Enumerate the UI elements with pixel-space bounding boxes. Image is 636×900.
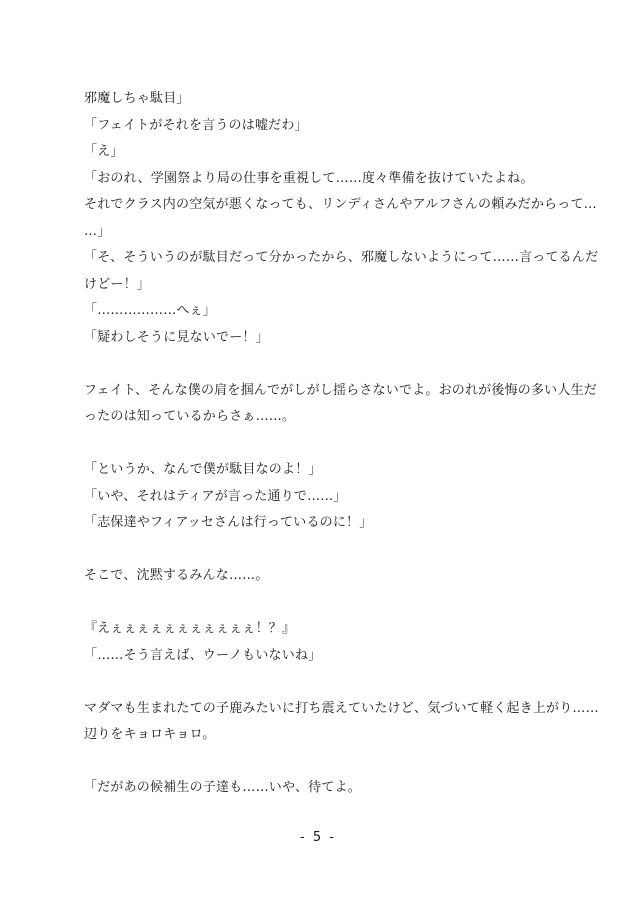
blank-line — [84, 351, 564, 378]
text-line: それでクラス内の空気が悪くなっても、リンディさんやアルフさんの頼みだからって… — [84, 197, 597, 212]
blank-line — [84, 590, 564, 617]
text-line: 「おのれ、学園祭より局の仕事を重視して……度々準備を抜けていたよね。 — [84, 170, 534, 186]
text-line: 「………………へぇ」 — [84, 303, 217, 318]
text-line: …」 — [84, 223, 111, 239]
page-number: - 5 - — [300, 830, 336, 845]
text-line: 「というか、なんで僕が駄目なのよ！」 — [84, 462, 322, 477]
text-line: 邪魔しちゃ駄目」 — [84, 91, 190, 106]
text-line: 「疑わしそうに見ないでー！」 — [84, 329, 269, 345]
text-line: そこで、沈黙するみんな……。 — [84, 568, 269, 583]
text-line: 辺りをキョロキョロ。 — [84, 727, 216, 742]
text-line: マダマも生まれたての子鹿みたいに打ち震えていたけど、気づいて軽く起き上がり…… — [84, 700, 599, 716]
text-line: けどー！」 — [84, 276, 151, 292]
text-line: 『えぇぇぇぇぇぇぇぇぇぇぇ！？』 — [84, 621, 296, 636]
text-line: 「フェイトがそれを言うのは嘘だわ」 — [84, 117, 308, 133]
text-line: 「え」 — [84, 144, 124, 159]
text-line: 「志保達やフィアッセさんは行っているのに！」 — [84, 515, 373, 530]
text-line: 「そ、そういうのが駄目だって分かったから、邪魔しないようにって……言ってるんだ — [84, 250, 599, 265]
blank-line — [84, 669, 564, 696]
blank-line — [84, 431, 564, 458]
text-line: 「……そう言えば、ウーノもいないね」 — [84, 647, 322, 663]
text-line: ったのは知っているからさぁ……。 — [84, 409, 296, 424]
text-line: フェイト、そんな僕の肩を掴んでがしがし揺らさないでよ。おのれが後悔の多い人生だ — [84, 382, 597, 398]
blank-line — [84, 749, 564, 776]
blank-line — [84, 537, 564, 564]
body-text — [84, 86, 599, 802]
text-line: 「いや、それはティアが言った通りで……」 — [84, 488, 347, 504]
text-line: 「だがあの候補生の子達も……いや、待てよ。 — [84, 780, 361, 795]
